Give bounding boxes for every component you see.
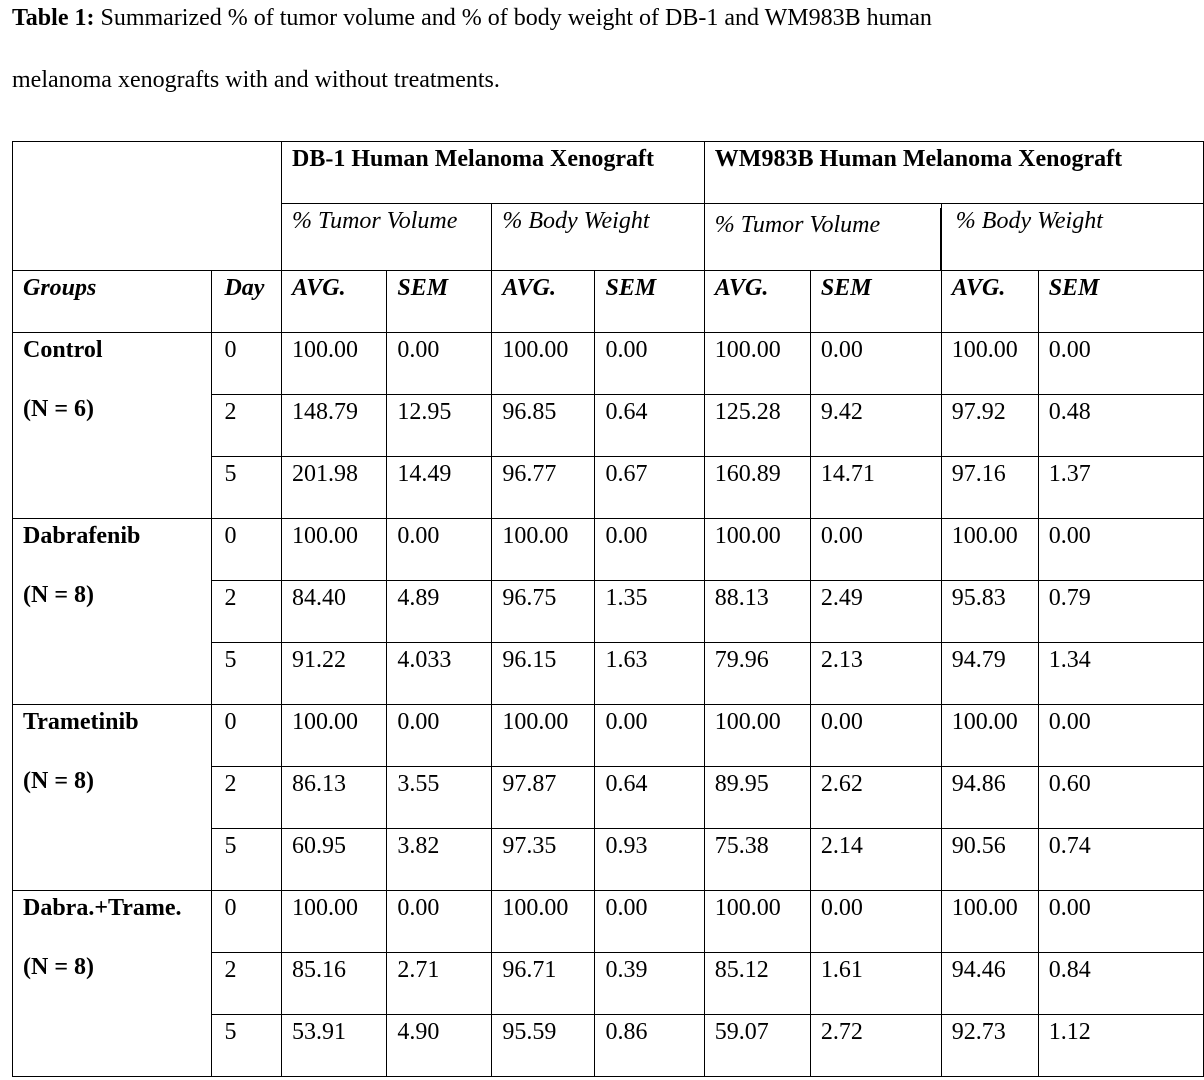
avg-cell: 100.00 — [492, 333, 595, 395]
avg-cell: 125.28 — [704, 395, 810, 457]
avg-cell: 100.00 — [282, 333, 387, 395]
avg-cell: 96.85 — [492, 395, 595, 457]
avg-cell: 94.46 — [941, 953, 1038, 1015]
header-avg: AVG. — [704, 271, 810, 333]
sem-cell: 4.90 — [387, 1015, 492, 1077]
sem-cell: 1.12 — [1038, 1015, 1203, 1077]
sem-cell: 0.00 — [595, 705, 704, 767]
header-wm-tumor-volume-label: % Tumor Volume — [705, 208, 941, 270]
avg-cell: 88.13 — [704, 581, 810, 643]
group-n: (N = 6) — [23, 396, 94, 422]
header-avg: AVG. — [282, 271, 387, 333]
sem-cell: 0.00 — [595, 333, 704, 395]
header-wm983b: WM983B Human Melanoma Xenograft — [704, 142, 1203, 204]
avg-cell: 100.00 — [492, 891, 595, 953]
sem-cell: 0.00 — [387, 333, 492, 395]
header-sem: SEM — [387, 271, 492, 333]
table-caption-line-1 — [12, 4, 932, 32]
sem-cell: 14.49 — [387, 457, 492, 519]
sem-cell: 1.37 — [1038, 457, 1203, 519]
avg-cell: 89.95 — [704, 767, 810, 829]
header-empty-cell — [13, 142, 282, 271]
group-name: Control — [23, 337, 103, 363]
sem-cell: 12.95 — [387, 395, 492, 457]
sem-cell: 2.49 — [810, 581, 941, 643]
avg-cell: 86.13 — [282, 767, 387, 829]
header-row-datasets — [13, 142, 1204, 204]
avg-cell: 100.00 — [704, 705, 810, 767]
sem-cell: 0.00 — [810, 705, 941, 767]
day-cell: 2 — [212, 767, 282, 829]
sem-cell: 2.62 — [810, 767, 941, 829]
sem-cell: 4.033 — [387, 643, 492, 705]
avg-cell: 97.92 — [941, 395, 1038, 457]
avg-cell: 100.00 — [704, 333, 810, 395]
results-table — [12, 141, 1204, 1077]
sem-cell: 0.64 — [595, 767, 704, 829]
avg-cell: 100.00 — [282, 519, 387, 581]
header-wm-tumor-volume — [704, 204, 941, 271]
sem-cell: 9.42 — [810, 395, 941, 457]
avg-cell: 97.87 — [492, 767, 595, 829]
header-sem: SEM — [810, 271, 941, 333]
sem-cell: 0.00 — [1038, 519, 1203, 581]
sem-cell: 0.00 — [387, 705, 492, 767]
sem-cell: 0.00 — [1038, 891, 1203, 953]
header-row-columns — [13, 271, 1204, 333]
day-cell: 5 — [212, 829, 282, 891]
sem-cell: 0.67 — [595, 457, 704, 519]
sem-cell: 0.00 — [1038, 333, 1203, 395]
group-cell — [13, 705, 212, 891]
sem-cell: 0.00 — [595, 891, 704, 953]
avg-cell: 97.35 — [492, 829, 595, 891]
avg-cell: 100.00 — [941, 705, 1038, 767]
group-cell — [13, 519, 212, 705]
group-n: (N = 8) — [23, 954, 94, 980]
avg-cell: 85.12 — [704, 953, 810, 1015]
avg-cell: 53.91 — [282, 1015, 387, 1077]
avg-cell: 96.75 — [492, 581, 595, 643]
sem-cell: 0.00 — [595, 519, 704, 581]
table-row — [13, 891, 1204, 953]
header-sem: SEM — [1038, 271, 1203, 333]
group-cell — [13, 333, 212, 519]
sem-cell: 0.86 — [595, 1015, 704, 1077]
sem-cell: 1.35 — [595, 581, 704, 643]
avg-cell: 75.38 — [704, 829, 810, 891]
avg-cell: 84.40 — [282, 581, 387, 643]
sem-cell: 2.72 — [810, 1015, 941, 1077]
avg-cell: 85.16 — [282, 953, 387, 1015]
sem-cell: 0.00 — [387, 519, 492, 581]
day-cell: 2 — [212, 395, 282, 457]
avg-cell: 100.00 — [282, 891, 387, 953]
group-name: Dabra.+Trame. — [23, 895, 182, 921]
avg-cell: 160.89 — [704, 457, 810, 519]
header-sem: SEM — [595, 271, 704, 333]
avg-cell: 97.16 — [941, 457, 1038, 519]
sem-cell: 2.71 — [387, 953, 492, 1015]
sem-cell: 0.60 — [1038, 767, 1203, 829]
avg-cell: 94.79 — [941, 643, 1038, 705]
sem-cell: 0.74 — [1038, 829, 1203, 891]
table-caption-line-2: melanoma xenografts with and without treatments. — [12, 67, 500, 93]
avg-cell: 148.79 — [282, 395, 387, 457]
sem-cell: 14.71 — [810, 457, 941, 519]
table-row — [13, 705, 1204, 767]
table-row — [13, 519, 1204, 581]
avg-cell: 91.22 — [282, 643, 387, 705]
group-cell — [13, 891, 212, 1077]
sem-cell: 0.48 — [1038, 395, 1203, 457]
avg-cell: 96.15 — [492, 643, 595, 705]
table-row — [13, 333, 1204, 395]
sem-cell: 1.61 — [810, 953, 941, 1015]
sem-cell: 4.89 — [387, 581, 492, 643]
avg-cell: 100.00 — [492, 519, 595, 581]
sem-cell: 1.34 — [1038, 643, 1203, 705]
sem-cell: 0.00 — [1038, 705, 1203, 767]
avg-cell: 79.96 — [704, 643, 810, 705]
sem-cell: 0.93 — [595, 829, 704, 891]
sem-cell: 0.00 — [810, 333, 941, 395]
avg-cell: 92.73 — [941, 1015, 1038, 1077]
group-n: (N = 8) — [23, 582, 94, 608]
avg-cell: 96.77 — [492, 457, 595, 519]
avg-cell: 96.71 — [492, 953, 595, 1015]
sem-cell: 1.63 — [595, 643, 704, 705]
sem-cell: 3.82 — [387, 829, 492, 891]
avg-cell: 95.59 — [492, 1015, 595, 1077]
day-cell: 5 — [212, 457, 282, 519]
sem-cell: 0.79 — [1038, 581, 1203, 643]
sem-cell: 0.00 — [810, 891, 941, 953]
avg-cell: 90.56 — [941, 829, 1038, 891]
day-cell: 2 — [212, 953, 282, 1015]
sem-cell: 0.64 — [595, 395, 704, 457]
avg-cell: 100.00 — [941, 333, 1038, 395]
group-name: Trametinib — [23, 709, 139, 735]
sem-cell: 0.39 — [595, 953, 704, 1015]
sem-cell: 0.00 — [810, 519, 941, 581]
sem-cell: 0.00 — [387, 891, 492, 953]
avg-cell: 100.00 — [282, 705, 387, 767]
day-cell: 2 — [212, 581, 282, 643]
avg-cell: 201.98 — [282, 457, 387, 519]
sem-cell: 0.84 — [1038, 953, 1203, 1015]
header-db1: DB-1 Human Melanoma Xenograft — [282, 142, 705, 204]
avg-cell: 95.83 — [941, 581, 1038, 643]
day-cell: 0 — [212, 705, 282, 767]
header-db1-tumor-volume: % Tumor Volume — [282, 204, 492, 271]
avg-cell: 100.00 — [941, 891, 1038, 953]
sem-cell: 2.13 — [810, 643, 941, 705]
header-avg: AVG. — [492, 271, 595, 333]
header-day: Day — [212, 271, 282, 333]
table-caption-text: Summarized % of tumor volume and % of body weight of DB-1 and WM983B human — [100, 5, 932, 31]
header-wm-body-weight: % Body Weight — [941, 204, 1203, 271]
day-cell: 5 — [212, 643, 282, 705]
sem-cell: 3.55 — [387, 767, 492, 829]
avg-cell: 60.95 — [282, 829, 387, 891]
avg-cell: 59.07 — [704, 1015, 810, 1077]
avg-cell: 100.00 — [941, 519, 1038, 581]
day-cell: 0 — [212, 891, 282, 953]
group-name: Dabrafenib — [23, 523, 141, 549]
avg-cell: 100.00 — [492, 705, 595, 767]
day-cell: 5 — [212, 1015, 282, 1077]
avg-cell: 100.00 — [704, 519, 810, 581]
avg-cell: 100.00 — [704, 891, 810, 953]
day-cell: 0 — [212, 519, 282, 581]
day-cell: 0 — [212, 333, 282, 395]
avg-cell: 94.86 — [941, 767, 1038, 829]
group-n: (N = 8) — [23, 768, 94, 794]
header-db1-body-weight: % Body Weight — [492, 204, 704, 271]
table-caption-label: Table 1: — [12, 5, 95, 31]
header-groups: Groups — [13, 271, 212, 333]
sem-cell: 2.14 — [810, 829, 941, 891]
header-avg: AVG. — [941, 271, 1038, 333]
